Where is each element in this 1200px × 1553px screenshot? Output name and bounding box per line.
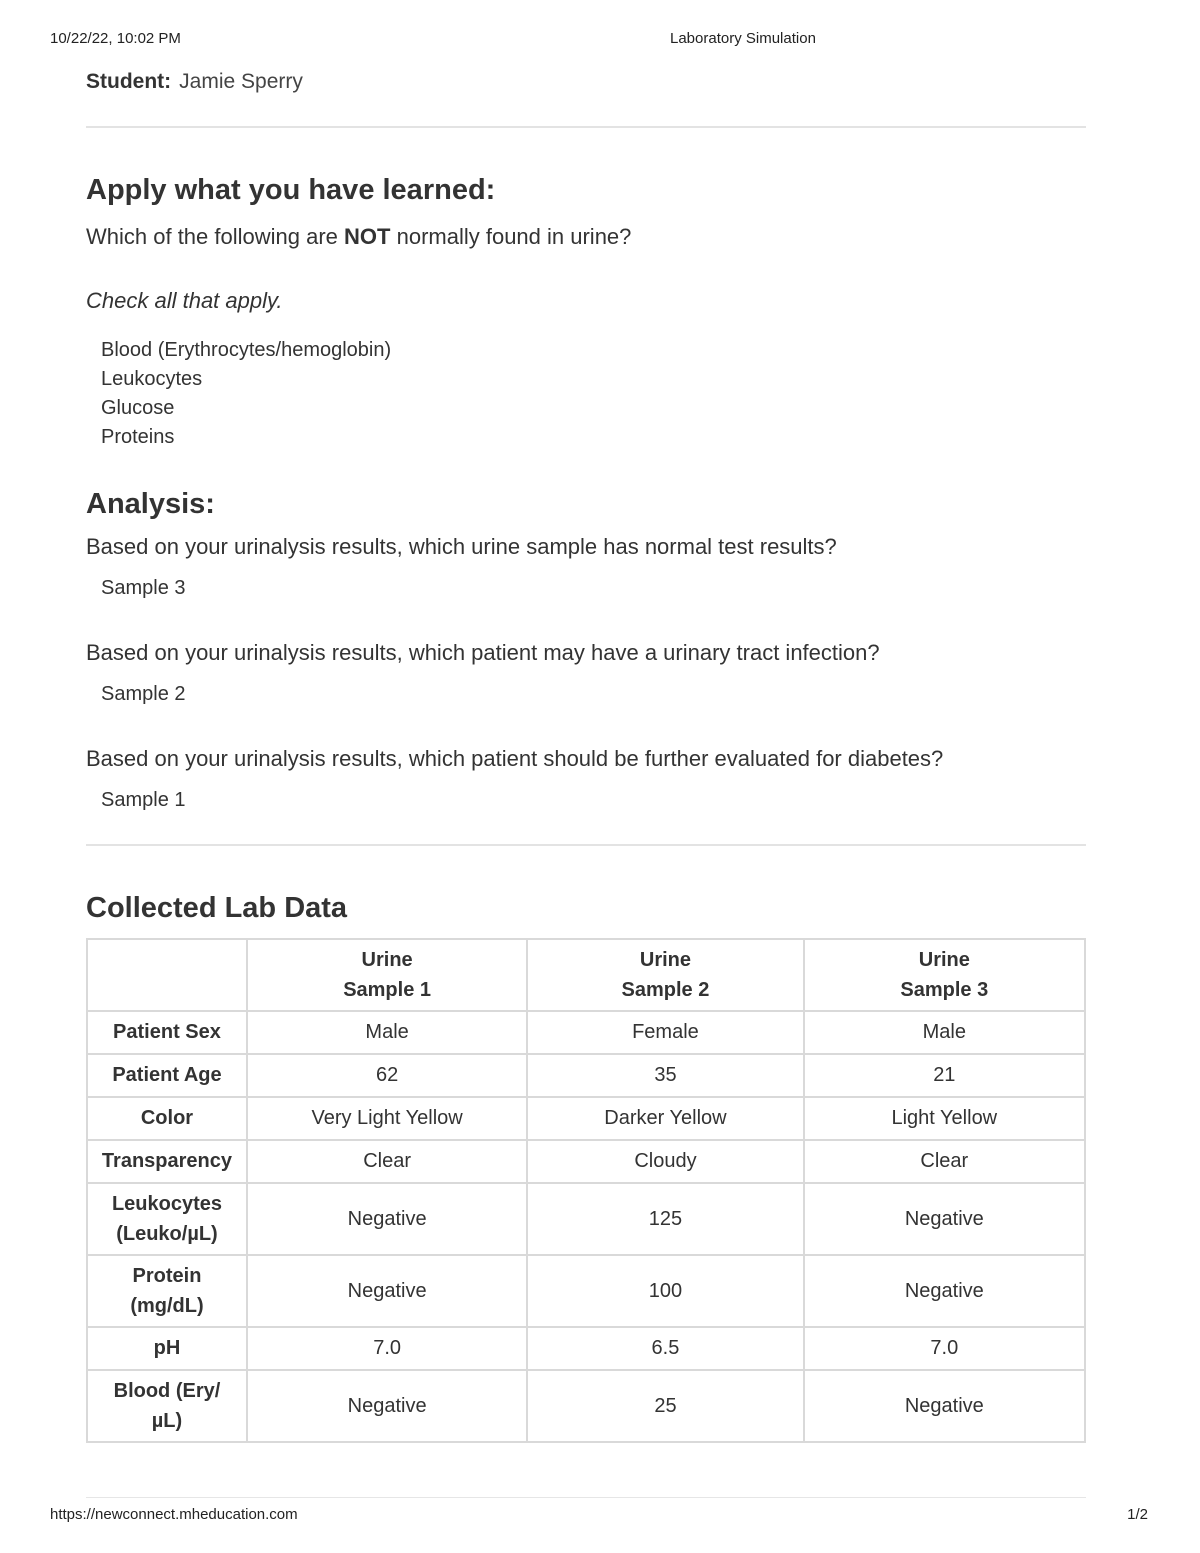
row-label-line: µL) [151, 1410, 183, 1432]
table-row [87, 1097, 1085, 1140]
table-cell: 7.0 [804, 1327, 1085, 1370]
table-row [87, 1054, 1085, 1097]
column-header-line: Urine [918, 949, 970, 971]
column-header-line: Sample 2 [621, 979, 710, 1001]
table-row [87, 1255, 1085, 1327]
analysis-question-3: Based on your urinalysis results, which patient should be further evaluated for diabetes? [86, 746, 944, 771]
column-header-sample-3 [804, 939, 1085, 1011]
apply-question [86, 222, 1086, 252]
table-cell: Very Light Yellow [247, 1097, 527, 1140]
table-cell: Negative [804, 1183, 1085, 1255]
table-cell: Darker Yellow [527, 1097, 803, 1140]
table-cell: Male [247, 1011, 527, 1054]
table-cell: 35 [527, 1054, 803, 1097]
apply-option-list [101, 336, 1086, 452]
apply-option[interactable]: Glucose [101, 397, 175, 419]
footer-divider [86, 1497, 1086, 1498]
row-label-line: Blood (Ery/ [113, 1380, 221, 1402]
analysis-question-1: Based on your urinalysis results, which urine sample has normal test results? [86, 534, 837, 559]
table-row [87, 1327, 1085, 1370]
table-cell: Clear [247, 1140, 527, 1183]
row-label [87, 1327, 247, 1370]
row-label [87, 1097, 247, 1140]
apply-option[interactable]: Proteins [101, 426, 175, 448]
row-label [87, 1370, 247, 1442]
student-name: Jamie Sperry [179, 70, 303, 93]
row-label-line: Color [140, 1107, 194, 1129]
table-cell: Negative [804, 1370, 1085, 1442]
table-cell: Cloudy [527, 1140, 803, 1183]
divider [86, 844, 1086, 846]
table-cell: Clear [804, 1140, 1085, 1183]
table-row [87, 1183, 1085, 1255]
divider [86, 126, 1086, 128]
analysis-answer-2: Sample 2 [101, 683, 186, 705]
column-header-line: Sample 1 [343, 979, 432, 1001]
analysis-heading: Analysis: [86, 488, 215, 520]
table-cell: Negative [247, 1370, 527, 1442]
table-cell: 21 [804, 1054, 1085, 1097]
table-cell: Male [804, 1011, 1085, 1054]
table-row [87, 1140, 1085, 1183]
table-cell: Negative [247, 1255, 527, 1327]
student-line [86, 66, 1086, 98]
row-label [87, 1054, 247, 1097]
apply-heading: Apply what you have learned: [86, 174, 496, 206]
table-cell: Female [527, 1011, 803, 1054]
row-label [87, 1255, 247, 1327]
apply-question-emphasis: NOT [344, 224, 391, 249]
table-row [87, 1370, 1085, 1442]
row-label-line: (Leuko/µL) [116, 1223, 218, 1245]
row-label-line: Protein [132, 1265, 202, 1287]
table-cell: 62 [247, 1054, 527, 1097]
print-footer [50, 1506, 1148, 1526]
print-url[interactable]: https://newconnect.mheducation.com [50, 1506, 298, 1523]
print-page-title: Laboratory Simulation [670, 30, 816, 47]
lab-data-table [86, 938, 1086, 1443]
student-label: Student: [86, 70, 172, 93]
table-row [87, 1011, 1085, 1054]
print-date: 10/22/22, 10:02 PM [50, 30, 181, 47]
row-label-line: pH [153, 1337, 181, 1359]
row-label [87, 1140, 247, 1183]
apply-option[interactable]: Blood (Erythrocytes/hemoglobin) [101, 339, 392, 361]
analysis-answer-3: Sample 1 [101, 789, 186, 811]
apply-question-text-start: Which of the following are [86, 224, 345, 249]
table-cell: 7.0 [247, 1327, 527, 1370]
row-label [87, 1011, 247, 1054]
column-header-line: Urine [361, 949, 413, 971]
table-cell: Negative [247, 1183, 527, 1255]
table-corner-cell [87, 939, 247, 1011]
column-header-sample-1 [247, 939, 527, 1011]
row-label-line: Patient Age [112, 1064, 222, 1086]
apply-instruction: Check all that apply. [86, 288, 283, 313]
table-cell: Negative [804, 1255, 1085, 1327]
apply-question-text-end: normally found in urine? [390, 224, 632, 249]
lab-data-heading: Collected Lab Data [86, 892, 348, 924]
table-cell: 25 [527, 1370, 803, 1442]
table-cell: 125 [527, 1183, 803, 1255]
apply-option[interactable]: Leukocytes [101, 368, 203, 390]
page-content [86, 66, 1086, 1443]
analysis-answer-1: Sample 3 [101, 577, 186, 599]
table-cell: 100 [527, 1255, 803, 1327]
row-label-line: Leukocytes [111, 1193, 222, 1215]
table-header-row [87, 939, 1085, 1011]
print-header [50, 30, 1148, 50]
row-label-line: Patient Sex [113, 1021, 221, 1043]
column-header-sample-2 [527, 939, 803, 1011]
analysis-question-2: Based on your urinalysis results, which patient may have a urinary tract infection? [86, 640, 880, 665]
row-label-line: (mg/dL) [130, 1295, 204, 1317]
table-cell: 6.5 [527, 1327, 803, 1370]
row-label-line: Transparency [101, 1150, 232, 1172]
column-header-line: Urine [639, 949, 692, 971]
page-number: 1/2 [1127, 1506, 1148, 1523]
table-cell: Light Yellow [804, 1097, 1085, 1140]
row-label [87, 1183, 247, 1255]
column-header-line: Sample 3 [900, 979, 989, 1001]
